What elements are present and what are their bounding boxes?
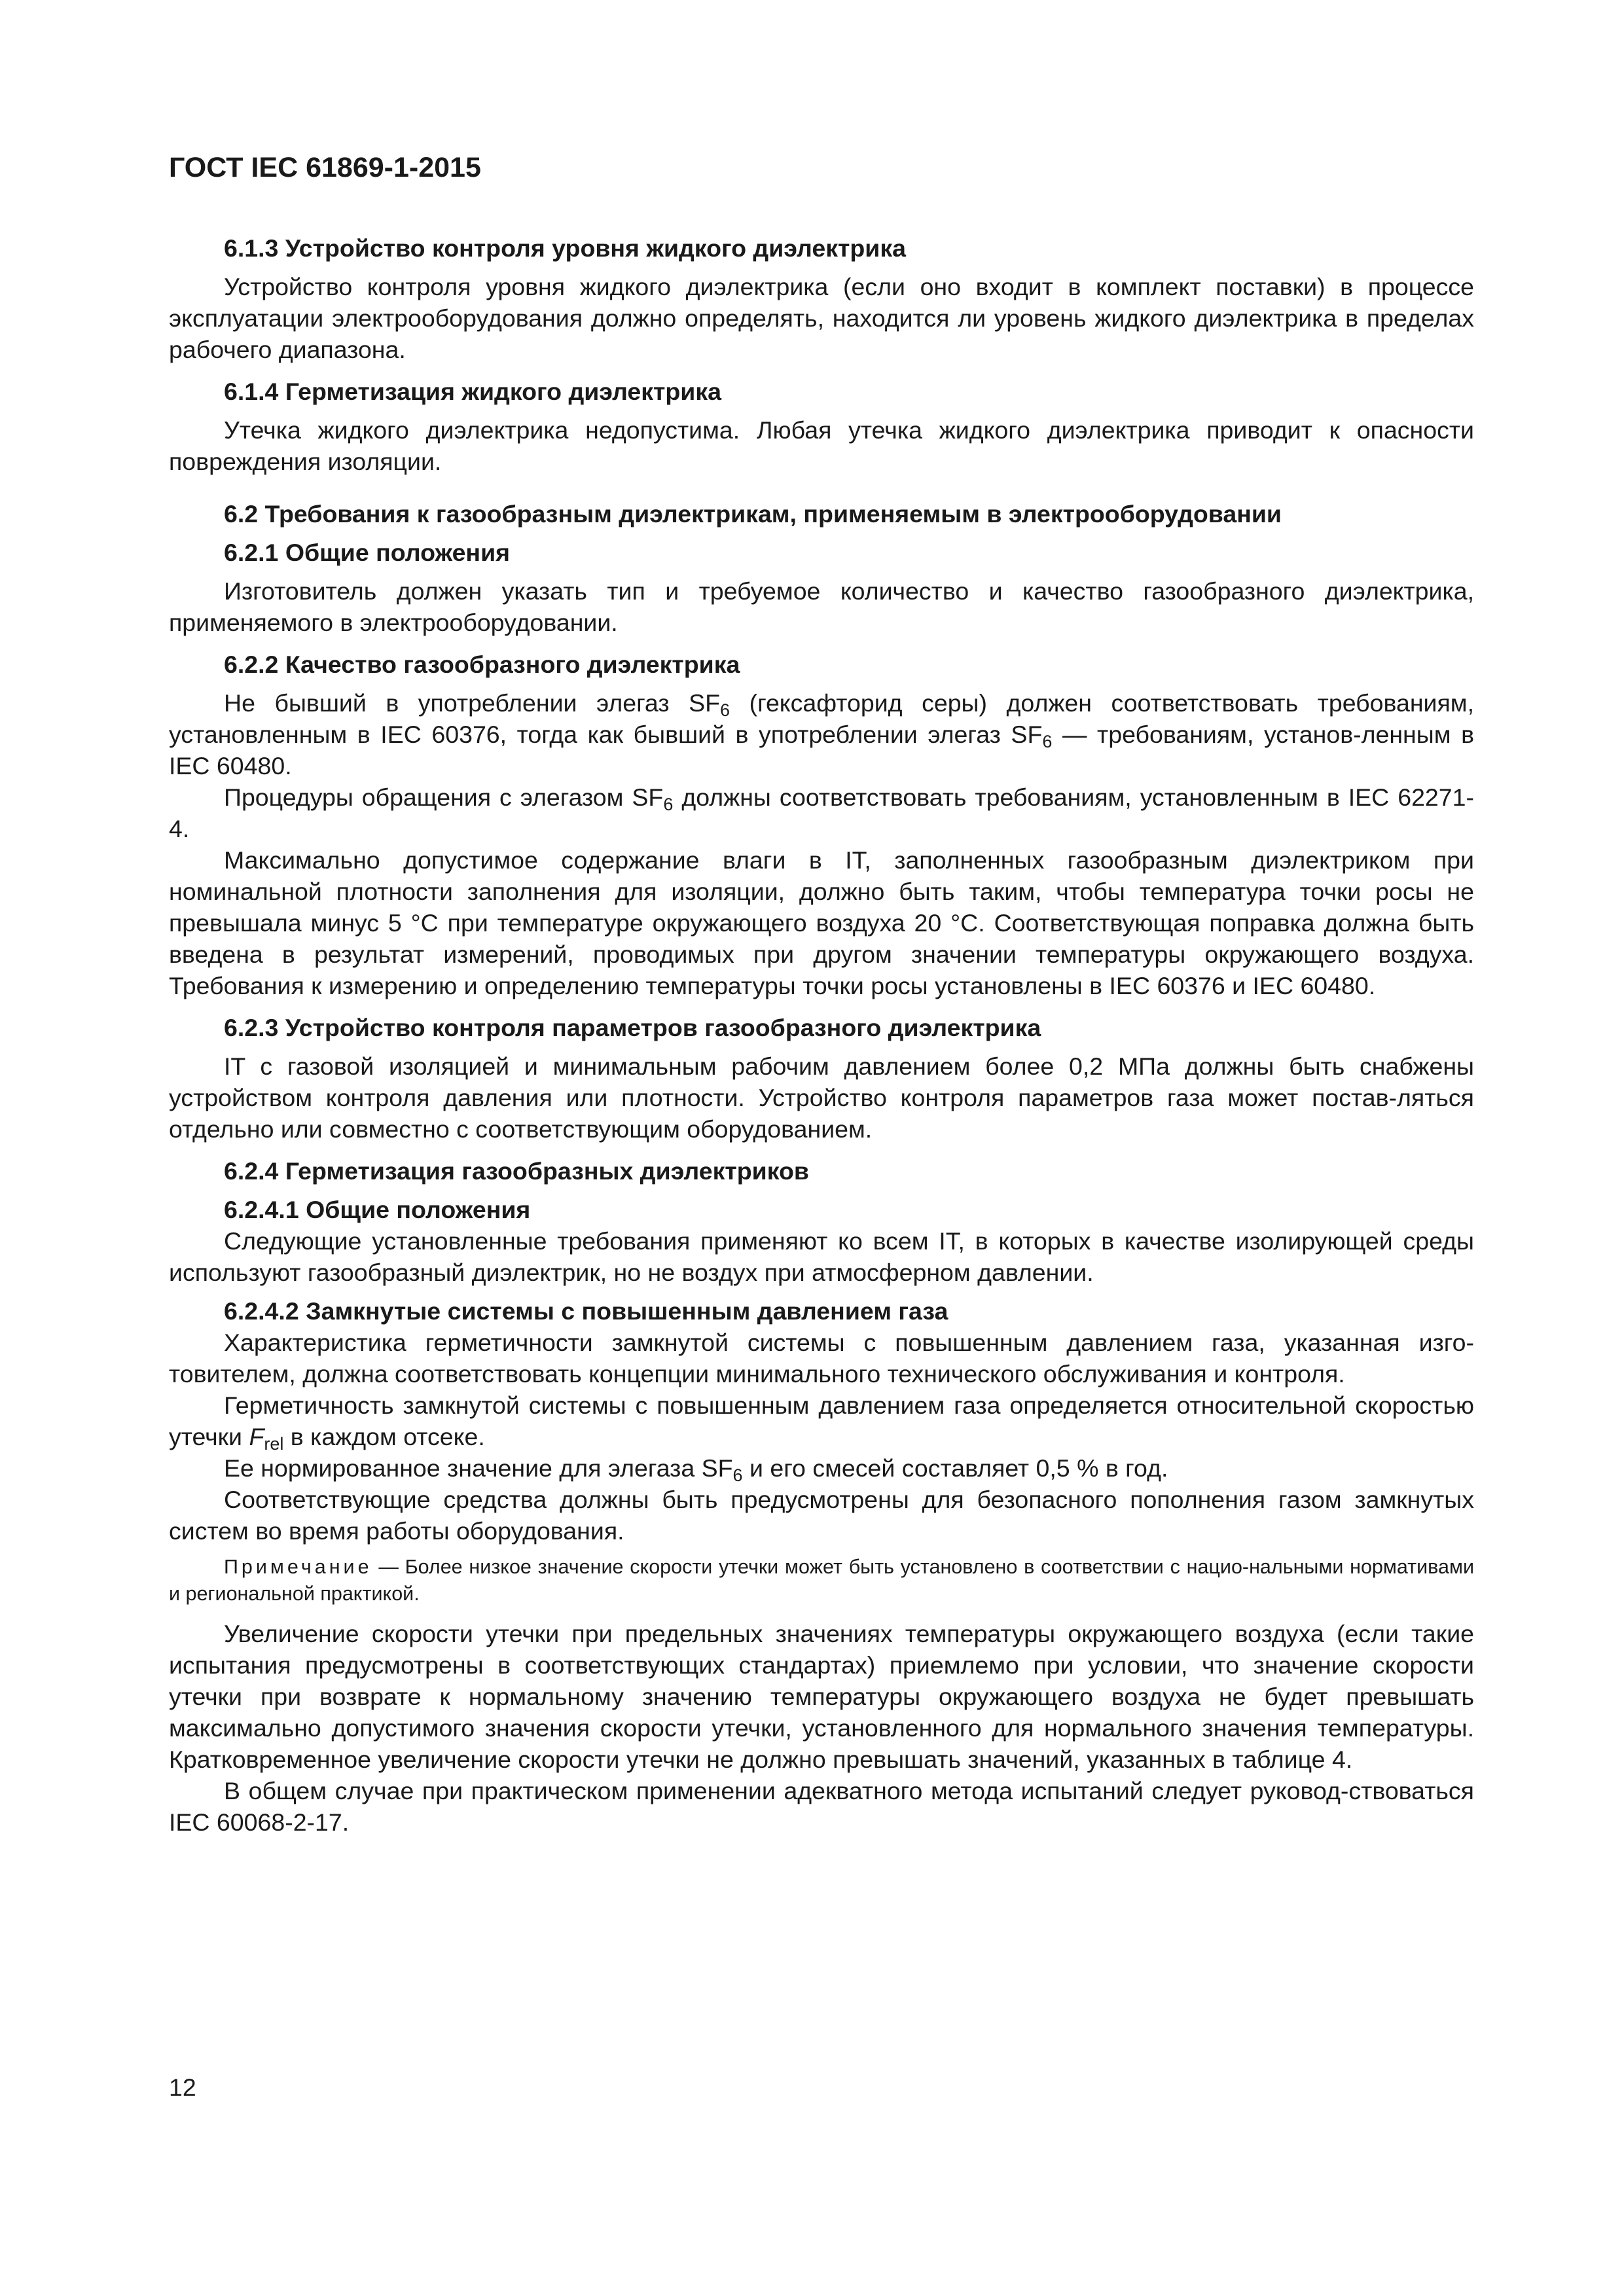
page-content — [169, 232, 1474, 1838]
heading-6-1-4: 6.1.4 Герметизация жидкого диэлектрика — [224, 378, 721, 405]
subscript: 6 — [720, 700, 731, 720]
subscript: 6 — [663, 794, 674, 814]
paragraph: Процедуры обращения с элегазом $SF_6$ должны соответствовать требованиям, установленным в IEC 62271-4. — [169, 783, 1474, 842]
note-label: Примечание — [224, 1556, 372, 1578]
heading-6-1-3: 6.1.3 Устройство контроля уровня жидкого диэлектрика — [224, 234, 906, 262]
paragraph: Утечка жидкого диэлектрика недопустима. Любая утечка жидкого диэлектрика приводит к опасности повреждения изоляции. — [169, 416, 1474, 475]
paragraph: IT с газовой изоляцией и минимальным рабочим давлением более 0,2 МПа должны быть снабжены устройством контроля давления или плотности. Устройство контроля параметров газа может постав-ляться отдельно или совместно с соответствующим оборудованием. — [169, 1052, 1474, 1143]
paragraph: Максимально допустимое содержание влаги в IT, заполненных газообразным диэлектриком при номинальной плотности заполнения для изоляции, должно быть таким, чтобы температура точки росы не превышала минус 5 °С при температуре окружающего воздуха 20 °С. Соответствующая поправка должна быть введена в результат измерений, проводимых при другом значении температуры окружающего воздуха. Требования к измерению и определению температуры точки росы установлены в IEC 60376 и IEC 60480. — [169, 846, 1474, 999]
page-number: 12 — [169, 2073, 196, 2101]
paragraph: Ее нормированное значение для элегаза $SF_6$ и его смесей составляет 0,5 % в год. — [224, 1454, 1168, 1485]
paragraph: Следующие установленные требования применяют ко всем IT, в которых в качестве изолирующей среды используют газообразный диэлектрик, но не воздух при атмосферном давлении. — [169, 1227, 1474, 1286]
heading-6-2-3: 6.2.3 Устройство контроля параметров газообразного диэлектрика — [224, 1014, 1041, 1041]
variable: F — [249, 1423, 264, 1450]
heading-6-2-4-2: 6.2.4.2 Замкнутые системы с повышенным давлением газа — [224, 1297, 948, 1325]
paragraph: Характеристика герметичности замкнутой системы с повышенным давлением газа, указанная изго-товителем, должна соответствовать концепции минимального технического обслуживания и контроля. — [169, 1329, 1474, 1388]
heading-6-2-4-1: 6.2.4.1 Общие положения — [224, 1196, 531, 1223]
paragraph: Устройство контроля уровня жидкого диэлектрика (если оно входит в комплект поставки) в процессе эксплуатации электрооборудования должно определять, находится ли уровень жидкого диэлектрика в пределах рабочего диапазона. — [169, 273, 1474, 363]
paragraph: Соответствующие средства должны быть предусмотрены для безопасного пополнения газом замкнутых систем во время работы оборудования. — [169, 1486, 1474, 1545]
heading-6-2-4: 6.2.4 Герметизация газообразных диэлектриков — [224, 1157, 809, 1185]
subscript: 6 — [732, 1465, 743, 1485]
paragraph: Не бывший в употреблении элегаз $SF_6$ (гексафторид серы) должен соответствовать требованиям, установленным в IEC 60376, тогда как бывший в употреблении элегаз $SF_6$ — требованиям, установ-ленным в IEC 60480. — [169, 689, 1475, 780]
subscript: 6 — [1042, 731, 1053, 751]
paragraph: В общем случае при практическом применении адекватного метода испытаний следует руковод-ствоваться IEC 60068-2-17. — [169, 1777, 1474, 1836]
paragraph: Увеличение скорости утечки при предельных значениях температуры окружающего воздуха (если такие испытания предусмотрены в соответствующих стандартах) приемлемо при условии, что значение скорости утечки при возврате к нормальному значению температуры окружающего воздуха не будет превышать максимально допустимого значения скорости утечки, установленного для нормального значения температуры. Кратковременное увеличение скорости утечки не должно превышать значений, указанных в таблице 4. — [169, 1620, 1474, 1773]
standard-code: ГОСТ IEC 61869-1-2015 — [169, 152, 481, 183]
paragraph: Герметичность замкнутой системы с повышенным давлением газа определяется относительной скоростью утечки $F_{rel}$ в каждом отсеке. — [169, 1391, 1474, 1454]
heading-6-2: 6.2 Требования к газообразным диэлектрикам, применяемым в электрооборудовании — [224, 500, 1282, 528]
subscript: rel — [264, 1433, 284, 1454]
heading-6-2-1: 6.2.1 Общие положения — [224, 539, 511, 566]
note: Примечание — Более низкое значение скорости утечки может быть установлено в соответствии с нацио-нальными нормативами и региональной практикой. — [169, 1556, 1474, 1605]
paragraph: Изготовитель должен указать тип и требуемое количество и качество газообразного диэлектрика, применяемого в электрооборудовании. — [169, 577, 1474, 636]
heading-6-2-2: 6.2.2 Качество газообразного диэлектрика — [224, 651, 740, 678]
